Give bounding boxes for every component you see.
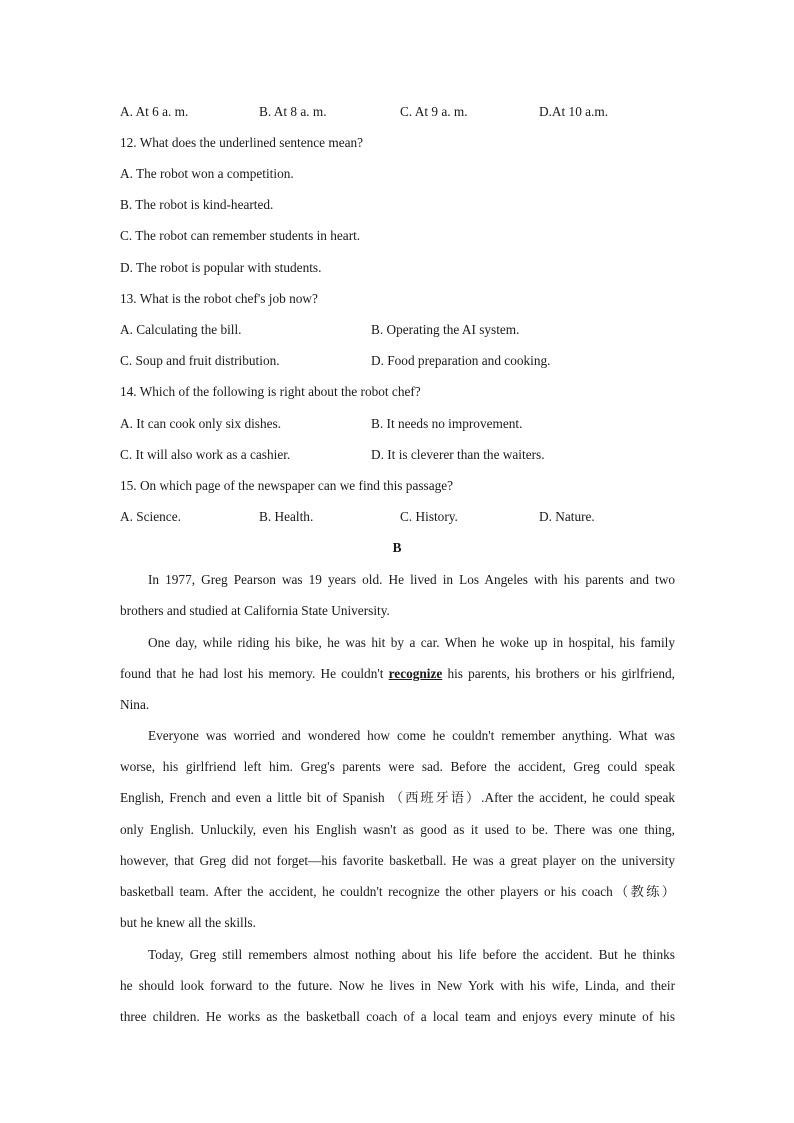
q14-option-c: C. It will also work as a cashier.	[120, 447, 291, 462]
q11-option-c: C. At 9 a. m.	[400, 104, 468, 119]
q11-option-d: D.At 10 a.m.	[539, 104, 609, 119]
passage-line: he should look forward to the future. Now he lives in New York with his wife, Linda, and their	[120, 978, 675, 994]
q11-option-a: A. At 6 a. m.	[120, 104, 189, 119]
passage-line: brothers and studied at California State University.	[120, 603, 390, 619]
q12-option-c: C. The robot can remember students in heart.	[120, 228, 361, 243]
q11-option-b: B. At 8 a. m.	[259, 104, 327, 119]
passage-text: found that he had lost his memory. He couldn't	[120, 666, 389, 682]
q13-option-b: B. Operating the AI system.	[371, 322, 520, 337]
q12-option-d: D. The robot is popular with students.	[120, 260, 322, 275]
passage-line: In 1977, Greg Pearson was 19 years old. He lived in Los Angeles with his parents and two	[148, 572, 675, 587]
passage-line: but he knew all the skills.	[120, 915, 256, 931]
passage-paragraph-1	[120, 564, 675, 626]
passage-line	[120, 658, 675, 689]
passage-paragraph-2	[120, 627, 675, 721]
q15-option-b: B. Health.	[259, 509, 314, 524]
passage-line: however, that Greg did not forget—his favorite basketball. He was a great player on the university	[120, 852, 675, 868]
q13-question: 13. What is the robot chef's job now?	[120, 291, 318, 306]
passage-line: One day, while riding his bike, he was hit by a car. When he woke up in hospital, his family	[148, 635, 675, 650]
q14-option-a: A. It can cook only six dishes.	[120, 416, 282, 431]
passage-line: worse, his girlfriend left him. Greg's parents were sad. Before the accident, Greg could speak	[120, 759, 675, 775]
underlined-keyword: recognize	[388, 666, 443, 682]
passage-line: only English. Unluckily, even his English wasn't as good as it used to be. There was one thing,	[120, 821, 675, 837]
q14-question: 14. Which of the following is right about the robot chef?	[120, 384, 421, 399]
q15-option-d: D. Nature.	[539, 509, 595, 524]
passage-text: his parents, his brothers or his girlfriend,	[442, 666, 675, 682]
q13-option-c: C. Soup and fruit distribution.	[120, 353, 280, 368]
passage-line: English, French and even a little bit of Spanish （西班牙语）.After the accident, he could speak	[120, 790, 675, 806]
passage-line: Today, Greg still remembers almost nothing about his life before the accident. But he thinks	[148, 947, 675, 962]
q13-option-d: D. Food preparation and cooking.	[371, 353, 551, 368]
passage-line: basketball team. After the accident, he couldn't recognize the other players or his coach（教练）	[120, 883, 675, 899]
q15-option-a: A. Science.	[120, 509, 181, 524]
q14-option-b: B. It needs no improvement.	[371, 416, 523, 431]
q12-option-b: B. The robot is kind-hearted.	[120, 197, 274, 212]
q12-option-a: A. The robot won a competition.	[120, 166, 294, 181]
passage-paragraph-3	[120, 720, 675, 938]
passage-line: three children. He works as the basketball coach of a local team and enjoys every minute of his	[120, 1009, 675, 1025]
q15-question: 15. On which page of the newspaper can we find this passage?	[120, 478, 454, 493]
q13-option-a: A. Calculating the bill.	[120, 322, 242, 337]
q14-option-d: D. It is cleverer than the waiters.	[371, 447, 545, 462]
passage-line: Everyone was worried and wondered how come he couldn't remember anything. What was	[148, 728, 675, 743]
passage-paragraph-4	[120, 939, 675, 1033]
passage-line: Nina.	[120, 697, 150, 713]
q15-option-c: C. History.	[400, 509, 458, 524]
section-heading: B	[392, 540, 402, 555]
q12-question: 12. What does the underlined sentence mean?	[120, 135, 364, 150]
